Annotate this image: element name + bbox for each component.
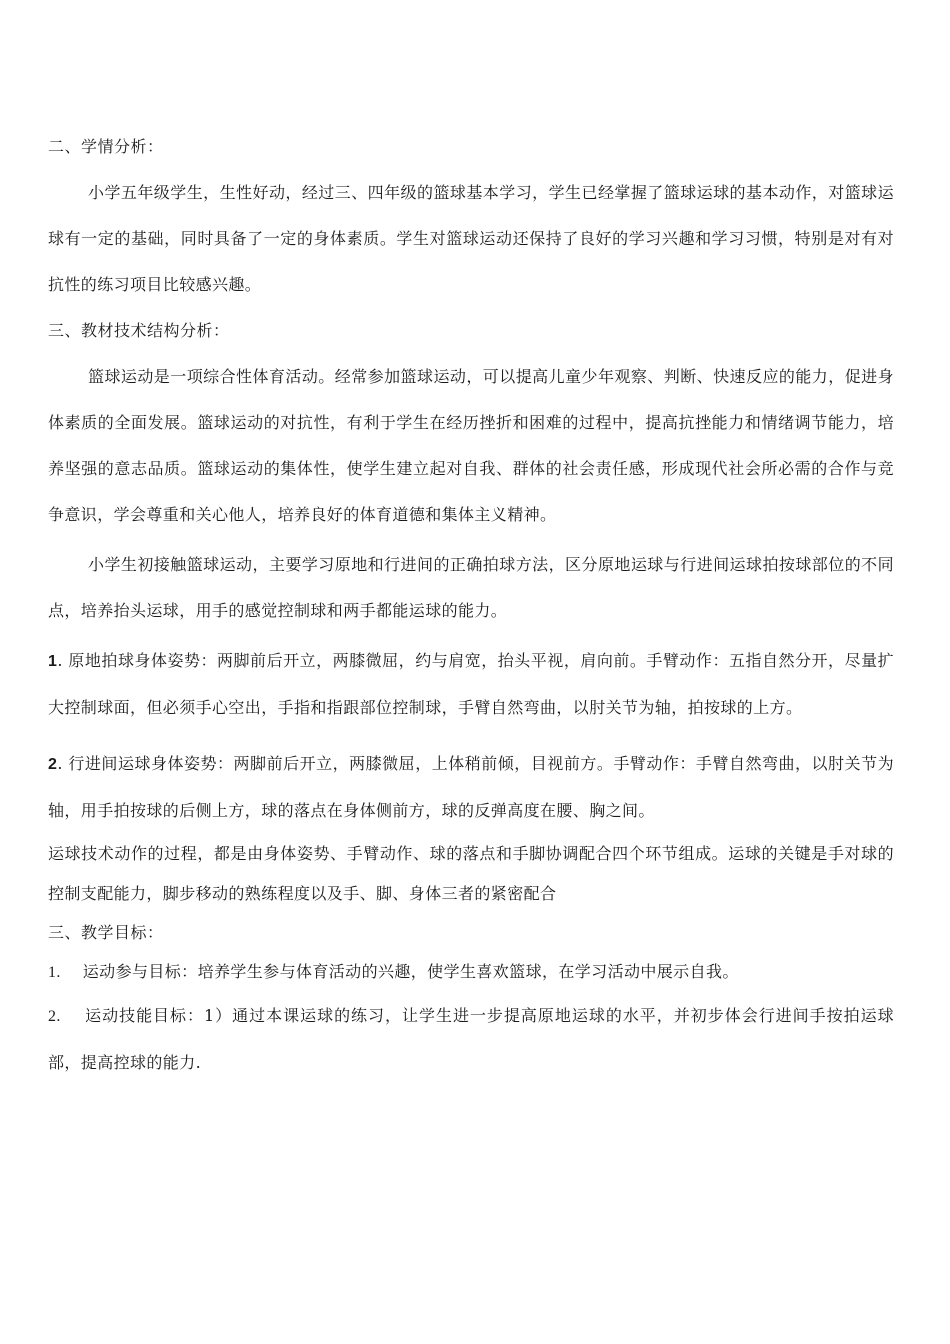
list-number: 1: [48, 653, 58, 670]
section-heading-student-analysis: 二、学情分析：: [48, 137, 164, 156]
paragraph-learning-focus: 小学生初接触篮球运动，主要学习原地和行进间的正确拍球方法，区分原地运球与行进间运球拍按球部位的不同点，培养抬头运球，用手的感觉控制球和两手都能运球的能力。: [48, 555, 894, 620]
list-item-moving-dribble: [48, 741, 894, 834]
section-heading-material-analysis: 三、教材技术结构分析：: [48, 321, 230, 340]
document-page: [48, 128, 894, 1086]
section-heading-teaching-goals: 三、教学目标：: [48, 923, 164, 942]
goal-text: 运动参与目标：培养学生参与体育活动的兴趣，使学生喜欢篮球，在学习活动中展示自我。: [82, 962, 739, 981]
paragraph-student-analysis: 小学五年级学生，生性好动，经过三、四年级的篮球基本学习，学生已经掌握了篮球运球的基本动作，对篮球运球有一定的基础，同时具备了一定的身体素质。学生对篮球运动还保持了良好的学习兴趣和学习习惯，特别是对有对抗性的练习项目比较感兴趣。: [48, 183, 894, 294]
goal-item-skills: [48, 993, 894, 1086]
goal-text: 运动技能目标：1）通过本课运球的练习，让学生进一步提高原地运球的水平，并初步体会行进间手按拍运球部，提高控球的能力.: [48, 1006, 894, 1072]
paragraph-basketball-benefits: 篮球运动是一项综合性体育活动。经常参加篮球运动，可以提高儿童少年观察、判断、快速反应的能力，促进身体素质的全面发展。篮球运动的对抗性，有利于学生在经历挫折和困难的过程中，提高抗挫能力和情绪调节能力，培养坚强的意志品质。篮球运动的集体性，使学生建立起对自我、群体的社会责任感，形成现代社会所必需的合作与竞争意识，学会尊重和关心他人，培养良好的体育道德和集体主义精神。: [48, 367, 894, 524]
goal-number: 2.: [48, 1008, 61, 1025]
list-item-stationary-dribble: [48, 638, 894, 731]
list-number: 2: [48, 756, 58, 773]
paragraph-dribble-process: 运球技术动作的过程，都是由身体姿势、手臂动作、球的落点和手脚协调配合四个环节组成。运球的关键是手对球的控制支配能力，脚步移动的熟练程度以及手、脚、身体三者的紧密配合: [48, 844, 894, 903]
goal-item-participation: [48, 952, 894, 993]
list-item-text: . 行进间运球身体姿势：两脚前后开立，两膝微屈，上体稍前倾，目视前方。手臂动作：手臂自然弯曲，以肘关节为轴，用手拍按球的后侧上方，球的落点在身体侧前方，球的反弹高度在腰、胸之间。: [48, 754, 894, 820]
list-item-text: . 原地拍球身体姿势：两脚前后开立，两膝微屈，约与肩宽，抬头平视，肩向前。手臂动作：五指自然分开，尽量扩大控制球面，但必须手心空出，手指和指跟部位控制球，手臂自然弯曲，以肘关节为轴，拍按球的上方。: [48, 651, 894, 717]
goal-number: 1.: [48, 964, 61, 981]
